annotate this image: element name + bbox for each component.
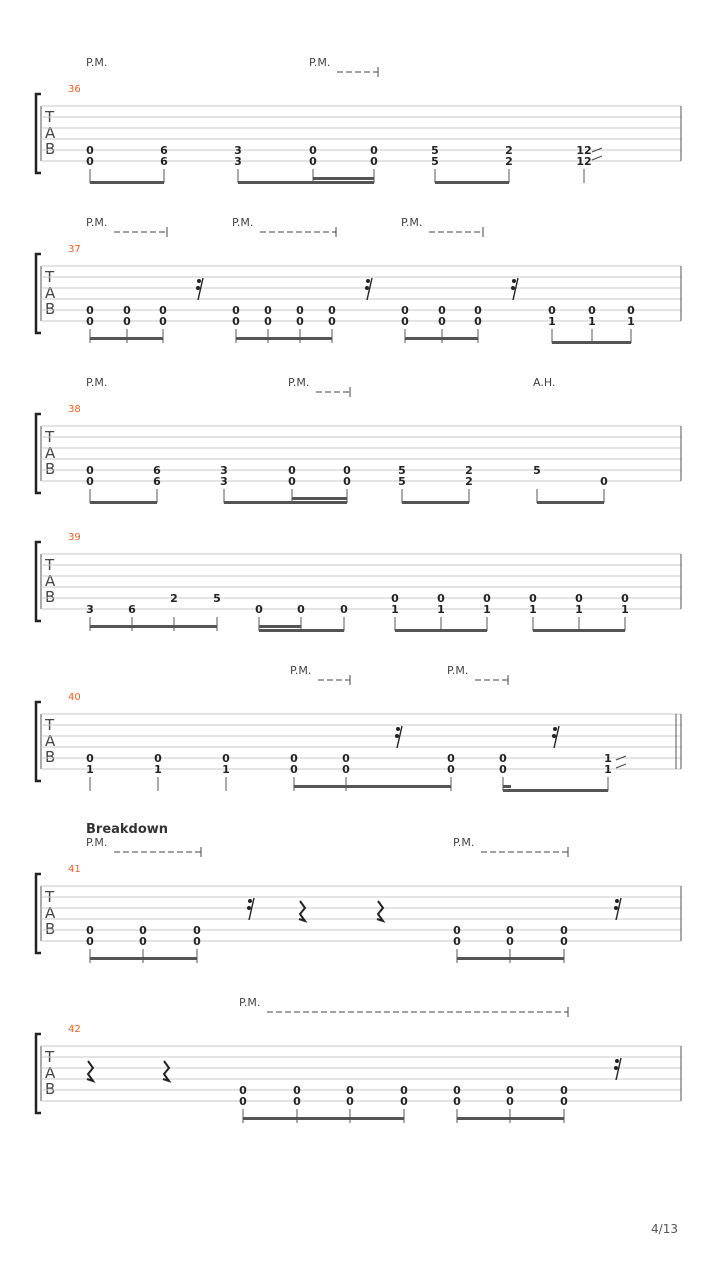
sixteenth-rest-icon bbox=[249, 898, 254, 920]
tab-clef-letter: T bbox=[45, 268, 55, 286]
fret-number: 1 bbox=[222, 763, 230, 776]
rest-dot bbox=[247, 906, 251, 910]
rest-dot bbox=[614, 906, 618, 910]
fret-number: 0 bbox=[453, 924, 461, 937]
fret-number: 3 bbox=[220, 464, 228, 477]
beam bbox=[90, 957, 197, 960]
beam bbox=[402, 501, 469, 504]
fret-number: 0 bbox=[86, 144, 94, 157]
fret-number: 0 bbox=[400, 1095, 408, 1108]
fret-number: 0 bbox=[288, 475, 296, 488]
beam bbox=[503, 789, 608, 792]
fret-number: 0 bbox=[222, 752, 230, 765]
slide-mark bbox=[616, 764, 626, 768]
fret-number: 1 bbox=[529, 603, 537, 616]
fret-number: 0 bbox=[370, 144, 378, 157]
fret-number: 0 bbox=[139, 935, 147, 948]
slide-mark bbox=[616, 756, 626, 760]
tab-clef-letter: T bbox=[45, 428, 55, 446]
fret-number: 0 bbox=[346, 1084, 354, 1097]
beam bbox=[238, 181, 374, 184]
fret-number: 0 bbox=[86, 464, 94, 477]
quarter-rest-icon bbox=[377, 901, 383, 921]
palm-mute-label: P.M. bbox=[290, 664, 312, 677]
tab-clef-letter: T bbox=[45, 716, 55, 734]
fret-number: 5 bbox=[431, 155, 439, 168]
measure-number: 38 bbox=[68, 404, 81, 415]
fret-number: 1 bbox=[621, 603, 629, 616]
measure-number: 39 bbox=[68, 532, 81, 543]
fret-number: 0 bbox=[193, 924, 201, 937]
fret-number: 5 bbox=[431, 144, 439, 157]
fret-number: 0 bbox=[474, 304, 482, 317]
tab-clef-letter: T bbox=[45, 888, 55, 906]
fret-number: 0 bbox=[154, 752, 162, 765]
quarter-rest-icon bbox=[299, 901, 305, 921]
fret-number: 0 bbox=[453, 1095, 461, 1108]
fret-number: 2 bbox=[465, 464, 473, 477]
fret-number: 0 bbox=[438, 304, 446, 317]
fret-number: 0 bbox=[343, 475, 351, 488]
fret-number: 12 bbox=[576, 155, 592, 168]
fret-number: 0 bbox=[86, 924, 94, 937]
fret-number: 0 bbox=[370, 155, 378, 168]
rest-dot bbox=[553, 727, 557, 731]
fret-number: 5 bbox=[398, 475, 406, 488]
fret-number: 0 bbox=[239, 1095, 247, 1108]
fret-number: 6 bbox=[128, 603, 136, 616]
fret-number: 6 bbox=[160, 155, 168, 168]
palm-mute-label: P.M. bbox=[453, 836, 475, 849]
rest-dot bbox=[248, 899, 252, 903]
fret-number: 0 bbox=[309, 144, 317, 157]
fret-number: 0 bbox=[123, 304, 131, 317]
tab-clef-letter: B bbox=[45, 140, 56, 158]
beam bbox=[243, 1117, 404, 1120]
beam bbox=[236, 337, 332, 340]
fret-number: 0 bbox=[193, 935, 201, 948]
fret-number: 0 bbox=[264, 315, 272, 328]
tab-clef-letter: B bbox=[45, 920, 56, 938]
fret-number: 0 bbox=[232, 315, 240, 328]
fret-number: 0 bbox=[264, 304, 272, 317]
fret-number: 0 bbox=[86, 304, 94, 317]
fret-number: 0 bbox=[438, 315, 446, 328]
tab-clef-letter: T bbox=[45, 556, 55, 574]
sixteenth-rest-icon bbox=[616, 898, 621, 920]
palm-mute-label: P.M. bbox=[86, 216, 108, 229]
fret-number: 0 bbox=[328, 315, 336, 328]
system-bracket bbox=[36, 1034, 41, 1113]
artificial-harmonic-label: A.H. bbox=[533, 376, 556, 389]
fret-number: 0 bbox=[506, 935, 514, 948]
fret-number: 0 bbox=[506, 1084, 514, 1097]
fret-number: 0 bbox=[293, 1084, 301, 1097]
fret-number: 0 bbox=[290, 763, 298, 776]
fret-number: 0 bbox=[139, 924, 147, 937]
fret-number: 0 bbox=[232, 304, 240, 317]
rest-dot bbox=[396, 727, 400, 731]
palm-mute-label: P.M. bbox=[309, 56, 331, 69]
fret-number: 0 bbox=[86, 475, 94, 488]
rest-dot bbox=[395, 734, 399, 738]
system-bracket bbox=[36, 254, 41, 333]
fret-number: 1 bbox=[548, 315, 556, 328]
rest-dot bbox=[552, 734, 556, 738]
rest-dot bbox=[511, 286, 515, 290]
tab-clef-letter: A bbox=[45, 732, 56, 750]
fret-number: 3 bbox=[234, 144, 242, 157]
palm-mute-label: P.M. bbox=[86, 376, 108, 389]
fret-number: 0 bbox=[288, 464, 296, 477]
tab-clef-letter: B bbox=[45, 300, 56, 318]
fret-number: 3 bbox=[234, 155, 242, 168]
tab-clef-letter: B bbox=[45, 588, 56, 606]
fret-number: 0 bbox=[343, 464, 351, 477]
beam bbox=[503, 785, 511, 788]
tab-clef-letter: T bbox=[45, 1048, 55, 1066]
fret-number: 3 bbox=[86, 603, 94, 616]
fret-number: 0 bbox=[575, 592, 583, 605]
fret-number: 2 bbox=[505, 144, 513, 157]
tab-clef-letter: A bbox=[45, 1064, 56, 1082]
beam bbox=[90, 181, 164, 184]
tab-clef-letter: A bbox=[45, 904, 56, 922]
palm-mute-label: P.M. bbox=[86, 836, 108, 849]
palm-mute-label: P.M. bbox=[232, 216, 254, 229]
beam bbox=[90, 337, 163, 340]
fret-number: 0 bbox=[391, 592, 399, 605]
fret-number: 0 bbox=[255, 603, 263, 616]
beam bbox=[292, 497, 347, 500]
beam bbox=[294, 785, 451, 788]
fret-number: 0 bbox=[499, 752, 507, 765]
rest-dot bbox=[366, 279, 370, 283]
fret-number: 0 bbox=[86, 155, 94, 168]
rest-dot bbox=[512, 279, 516, 283]
fret-number: 1 bbox=[391, 603, 399, 616]
beam bbox=[90, 625, 217, 628]
fret-number: 0 bbox=[123, 315, 131, 328]
fret-number: 0 bbox=[600, 475, 608, 488]
fret-number: 0 bbox=[548, 304, 556, 317]
fret-number: 0 bbox=[453, 935, 461, 948]
fret-number: 1 bbox=[154, 763, 162, 776]
fret-number: 0 bbox=[560, 935, 568, 948]
fret-number: 0 bbox=[346, 1095, 354, 1108]
fret-number: 0 bbox=[529, 592, 537, 605]
beam bbox=[435, 181, 509, 184]
fret-number: 12 bbox=[576, 144, 592, 157]
fret-number: 0 bbox=[340, 603, 348, 616]
fret-number: 0 bbox=[437, 592, 445, 605]
fret-number: 1 bbox=[604, 763, 612, 776]
measure-number: 37 bbox=[68, 244, 81, 255]
tab-clef-letter: A bbox=[45, 124, 56, 142]
fret-number: 0 bbox=[499, 763, 507, 776]
rest-dot bbox=[614, 1066, 618, 1070]
beam bbox=[405, 337, 478, 340]
beam bbox=[224, 501, 347, 504]
fret-number: 1 bbox=[575, 603, 583, 616]
rest-dot bbox=[197, 279, 201, 283]
fret-number: 0 bbox=[453, 1084, 461, 1097]
fret-number: 0 bbox=[159, 304, 167, 317]
fret-number: 0 bbox=[560, 1084, 568, 1097]
fret-number: 3 bbox=[220, 475, 228, 488]
beam bbox=[395, 629, 487, 632]
system-bracket bbox=[36, 874, 41, 953]
tab-clef-letter: B bbox=[45, 748, 56, 766]
beam bbox=[90, 501, 157, 504]
fret-number: 0 bbox=[293, 1095, 301, 1108]
sixteenth-rest-icon bbox=[397, 726, 402, 748]
beam bbox=[552, 341, 631, 344]
system-bracket bbox=[36, 702, 41, 781]
fret-number: 1 bbox=[588, 315, 596, 328]
fret-number: 0 bbox=[296, 304, 304, 317]
rest-dot bbox=[615, 899, 619, 903]
fret-number: 0 bbox=[309, 155, 317, 168]
fret-number: 1 bbox=[483, 603, 491, 616]
fret-number: 0 bbox=[159, 315, 167, 328]
fret-number: 5 bbox=[533, 464, 541, 477]
fret-number: 0 bbox=[328, 304, 336, 317]
fret-number: 2 bbox=[170, 592, 178, 605]
system-bracket bbox=[36, 542, 41, 621]
rest-dot bbox=[196, 286, 200, 290]
beam bbox=[533, 629, 625, 632]
beam bbox=[313, 177, 374, 180]
palm-mute-label: P.M. bbox=[86, 56, 108, 69]
beam bbox=[537, 501, 604, 504]
quarter-rest-icon bbox=[163, 1061, 169, 1081]
measure-number: 40 bbox=[68, 692, 81, 703]
tab-clef-letter: A bbox=[45, 572, 56, 590]
sixteenth-rest-icon bbox=[554, 726, 559, 748]
beam bbox=[259, 629, 344, 632]
fret-number: 0 bbox=[588, 304, 596, 317]
fret-number: 2 bbox=[505, 155, 513, 168]
fret-number: 0 bbox=[621, 592, 629, 605]
quarter-rest-icon bbox=[87, 1061, 93, 1081]
fret-number: 1 bbox=[627, 315, 635, 328]
tab-clef-letter: A bbox=[45, 284, 56, 302]
measure-number: 42 bbox=[68, 1024, 81, 1035]
measure-number: 41 bbox=[68, 864, 81, 875]
page-number: 4/13 bbox=[651, 1222, 678, 1236]
fret-number: 0 bbox=[86, 935, 94, 948]
sixteenth-rest-icon bbox=[198, 278, 203, 300]
section-label: Breakdown bbox=[86, 822, 169, 837]
palm-mute-label: P.M. bbox=[288, 376, 310, 389]
beam bbox=[457, 957, 564, 960]
fret-number: 0 bbox=[447, 763, 455, 776]
system-bracket bbox=[36, 414, 41, 493]
fret-number: 6 bbox=[160, 144, 168, 157]
sixteenth-rest-icon bbox=[513, 278, 518, 300]
palm-mute-label: P.M. bbox=[447, 664, 469, 677]
rest-dot bbox=[365, 286, 369, 290]
fret-number: 6 bbox=[153, 475, 161, 488]
beam bbox=[457, 1117, 564, 1120]
fret-number: 1 bbox=[604, 752, 612, 765]
fret-number: 5 bbox=[398, 464, 406, 477]
fret-number: 0 bbox=[290, 752, 298, 765]
fret-number: 2 bbox=[465, 475, 473, 488]
fret-number: 0 bbox=[296, 315, 304, 328]
fret-number: 0 bbox=[86, 752, 94, 765]
fret-number: 0 bbox=[401, 315, 409, 328]
fret-number: 5 bbox=[213, 592, 221, 605]
fret-number: 0 bbox=[627, 304, 635, 317]
fret-number: 1 bbox=[86, 763, 94, 776]
fret-number: 0 bbox=[506, 1095, 514, 1108]
fret-number: 0 bbox=[447, 752, 455, 765]
fret-number: 0 bbox=[474, 315, 482, 328]
fret-number: 0 bbox=[239, 1084, 247, 1097]
fret-number: 0 bbox=[342, 752, 350, 765]
fret-number: 0 bbox=[506, 924, 514, 937]
fret-number: 0 bbox=[401, 304, 409, 317]
beam bbox=[259, 625, 301, 628]
rest-dot bbox=[615, 1059, 619, 1063]
fret-number: 0 bbox=[560, 1095, 568, 1108]
fret-number: 0 bbox=[400, 1084, 408, 1097]
palm-mute-label: P.M. bbox=[239, 996, 261, 1009]
sixteenth-rest-icon bbox=[616, 1058, 621, 1080]
tab-clef-letter: T bbox=[45, 108, 55, 126]
palm-mute-label: P.M. bbox=[401, 216, 423, 229]
fret-number: 1 bbox=[437, 603, 445, 616]
tab-clef-letter: B bbox=[45, 460, 56, 478]
fret-number: 0 bbox=[560, 924, 568, 937]
fret-number: 0 bbox=[483, 592, 491, 605]
tab-clef-letter: B bbox=[45, 1080, 56, 1098]
measure-number: 36 bbox=[68, 84, 81, 95]
fret-number: 6 bbox=[153, 464, 161, 477]
tab-clef-letter: A bbox=[45, 444, 56, 462]
fret-number: 0 bbox=[297, 603, 305, 616]
fret-number: 0 bbox=[342, 763, 350, 776]
fret-number: 0 bbox=[86, 315, 94, 328]
slide-mark bbox=[592, 156, 602, 160]
sixteenth-rest-icon bbox=[367, 278, 372, 300]
